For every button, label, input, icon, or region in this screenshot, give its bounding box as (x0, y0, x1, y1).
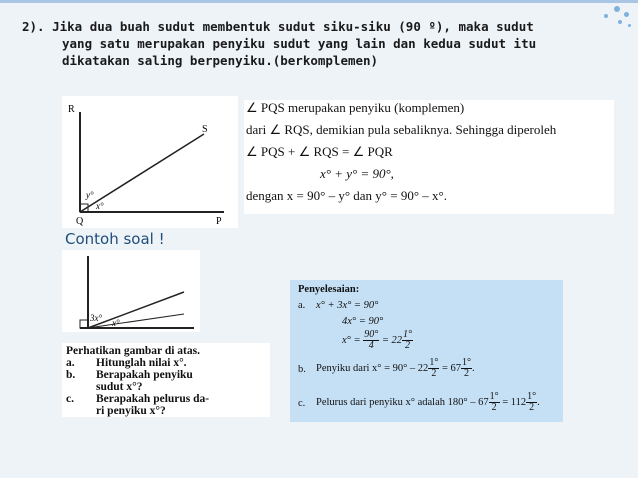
explanation-line-4: x° + y° = 90°, (320, 166, 394, 181)
solution-title: Penyelesaian: (298, 284, 360, 295)
heading-line-1: 2). Jika dua buah sudut membentuk sudut siku-siku (90 º), maka sudut (22, 19, 534, 34)
explanation-line-5: dengan x = 90° – y° dan y° = 90° – x°. (246, 188, 447, 203)
problem-a-key: a. (66, 357, 75, 369)
heading-line-3: dikatakan saling berpenyiku.(berkomplemen) (62, 53, 379, 68)
solution-a-line-3: x° = $\frac{90^\circ}{4}$ = 22 $\frac{1^\circ}{2}$ (342, 329, 413, 351)
problem-c-text-2: ri penyiku x°? (96, 405, 166, 417)
solution-a-line-1: x° + 3x° = 90° (316, 300, 379, 311)
label-x: x° (96, 201, 104, 211)
solution-b-line: Penyiku dari x° = 90° – 22 $\frac{1^\circ}{2}$ = 67 $\frac{1^\circ}{2}$ . (316, 357, 475, 379)
heading-line-2: yang satu merupakan penyiku sudut yang lain dan kedua sudut itu (62, 36, 537, 51)
explanation-line-3: ∠ PQS + ∠ RQS = ∠ PQR (246, 144, 393, 159)
problem-b-key: b. (66, 369, 76, 381)
solution-b-key: b. (298, 364, 306, 375)
problem-c-text-1: Berapakah pelurus da- (96, 393, 210, 405)
label-r: R (68, 104, 75, 115)
problem-c-key: c. (66, 393, 74, 405)
complement-explanation (244, 100, 614, 214)
problem-intro: Perhatikan gambar di atas. (66, 345, 200, 357)
explanation-line-2: dari ∠ RQS, demikian pula sebaliknya. Sehingga diperoleh (246, 122, 557, 137)
label-y: y° (86, 190, 94, 200)
explanation-line-1: ∠ PQS merupakan penyiku (komplemen) (246, 100, 465, 115)
label-p: P (216, 216, 222, 227)
complementary-angle-figure (62, 96, 238, 228)
example-heading: Contoh soal ! (65, 230, 165, 248)
problem-b-text-1: Berapakah penyiku (96, 369, 193, 381)
label-3x: 3x° (90, 313, 103, 323)
top-border (0, 0, 638, 3)
problem-a-text: Hitunglah nilai x°. (96, 357, 187, 369)
solution-a-line-2: 4x° = 90° (342, 316, 384, 327)
label-s: S (202, 124, 208, 135)
solution-c-line: Pelurus dari penyiku x° adalah 180° – 67 $\frac{1^\circ}{2}$ = 112 $\frac{1^\circ}{2}$ . (316, 391, 540, 413)
solution-a-key: a. (298, 300, 306, 311)
label-x2: x° (112, 318, 120, 328)
example-angle-figure (62, 250, 200, 332)
label-q: Q (76, 216, 84, 227)
solution-c-key: c. (298, 398, 306, 409)
example-problem (62, 343, 270, 417)
problem-b-text-2: sudut x°? (96, 381, 143, 393)
solution-box (290, 280, 563, 422)
definition-heading (22, 18, 622, 69)
